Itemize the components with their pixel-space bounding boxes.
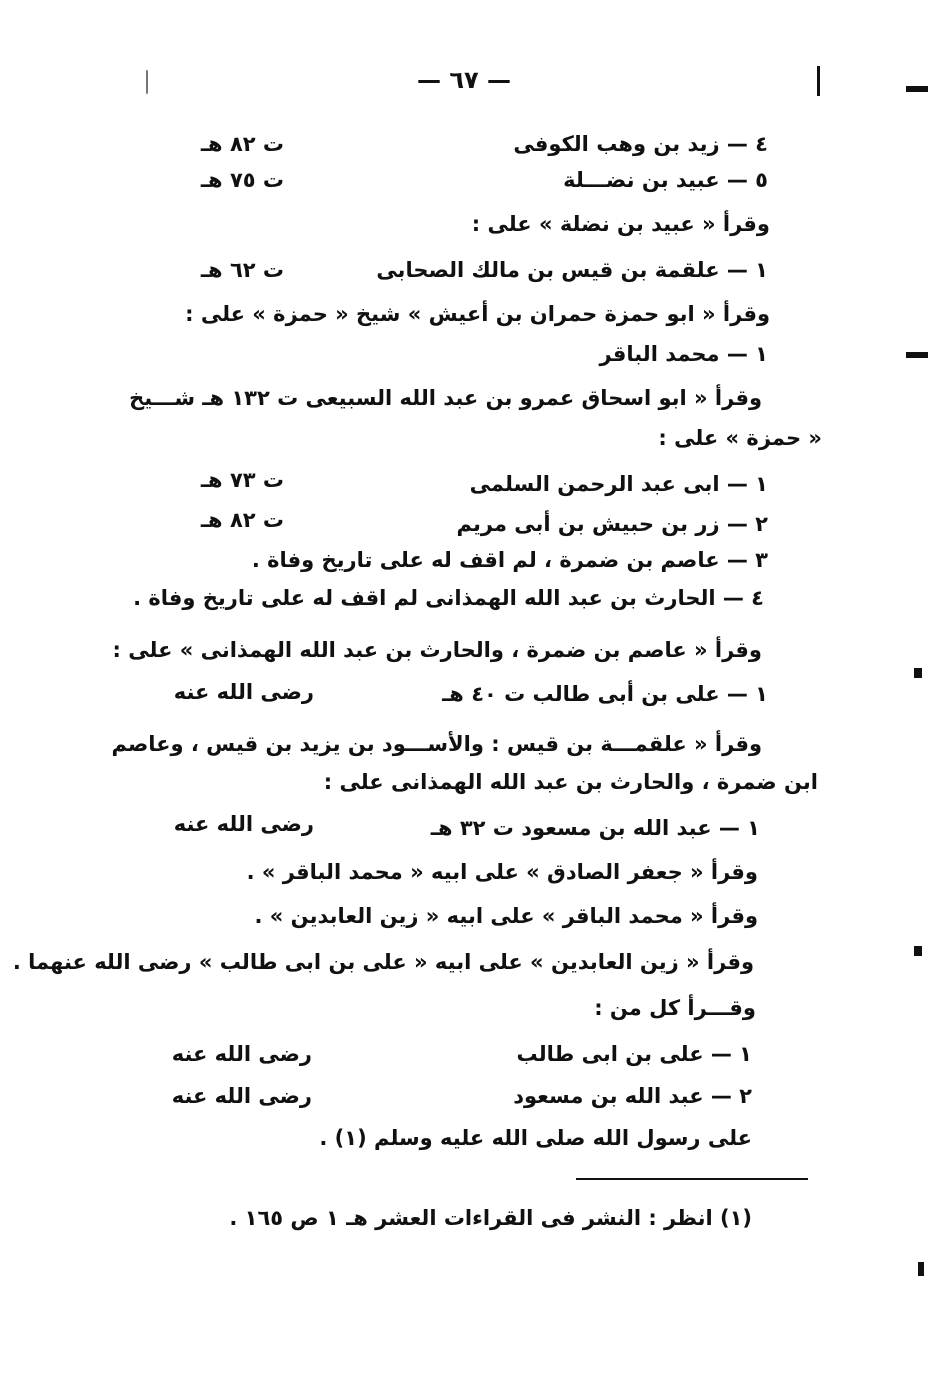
text-line: وقرأ « محمد الباقر » على ابيه « زين العابدين » . <box>254 904 758 928</box>
scan-mark <box>817 66 820 96</box>
text-line: ٢ — عبد الله بن مسعود <box>513 1084 752 1108</box>
death-date: ت ٧٣ هـ <box>200 468 284 492</box>
scan-mark <box>914 668 922 678</box>
text-line: ١ — على بن ابى طالب <box>516 1042 752 1066</box>
text-line: وقرأ « ابو حمزة حمران بن أعيش » شيخ « حمزة » على : <box>185 302 770 326</box>
footnote: (١) انظر : النشر فى القراءات العشر هـ ١ ص ١٦٥ . <box>229 1206 752 1230</box>
death-date: ت ٨٢ هـ <box>200 132 284 156</box>
text-line: وقرأ « عبيد بن نضلة » على : <box>471 212 770 236</box>
honorific: رضى الله عنه <box>173 680 314 704</box>
text-line: ٣ — عاصم بن ضمرة ، لم اقف له على تاريخ وفاة . <box>251 548 768 572</box>
text-line: وقرأ « ابو اسحاق عمرو بن عبد الله السبيعى ت ١٣٢ هـ شـــيخ <box>129 386 762 410</box>
text-line: ٤ — الحارث بن عبد الله الهمذانى لم اقف له على تاريخ وفاة . <box>133 586 764 610</box>
honorific: رضى الله عنه <box>171 1084 312 1108</box>
death-date: ت ٨٢ هـ <box>200 508 284 532</box>
text-line: ١ — علقمة بن قيس بن مالك الصحابى <box>376 258 768 282</box>
text-line: وقرأ « جعفر الصادق » على ابيه « محمد الباقر » . <box>246 860 758 884</box>
death-date: ت ٦٢ هـ <box>200 258 284 282</box>
text-line: ١ — على بن أبى طالب ت ٤٠ هـ <box>442 682 768 706</box>
honorific: رضى الله عنه <box>173 812 314 836</box>
text-line: على رسول الله صلى الله عليه وسلم (١) . <box>319 1126 752 1150</box>
honorific: رضى الله عنه <box>171 1042 312 1066</box>
text-line: وقرأ « عاصم بن ضمرة ، والحارث بن عبد الله الهمذانى » على : <box>112 638 762 662</box>
text-line: « حمزة » على : <box>658 426 822 450</box>
scan-speck <box>146 70 148 94</box>
page-number: — ٦٧ — <box>416 66 511 94</box>
text-line: ١ — محمد الباقر <box>599 342 768 366</box>
text-line: ١ — ابى عبد الرحمن السلمى <box>469 472 768 496</box>
text-line: ٢ — زر بن حبيش بن أبى مريم <box>456 512 768 536</box>
text-line: ابن ضمرة ، والحارث بن عبد الله الهمذانى على : <box>323 770 818 794</box>
footnote-separator <box>576 1178 808 1180</box>
death-date: ت ٧٥ هـ <box>200 168 284 192</box>
scan-mark <box>906 352 928 358</box>
text-line: ٥ — عبيد بن نضـــلة <box>563 168 768 192</box>
scan-mark <box>914 946 922 956</box>
text-line: وقرأ « علقمـــة بن قيس : والأســـود بن يزيد بن قيس ، وعاصم <box>111 732 762 756</box>
scan-mark <box>918 1262 924 1276</box>
text-line: ١ — عبد الله بن مسعود ت ٣٢ هـ <box>430 816 760 840</box>
text-line: وقرأ « زين العابدين » على ابيه « على بن ابى طالب » رضى الله عنهما . <box>12 950 754 974</box>
text-line: ٤ — زيد بن وهب الكوفى <box>513 132 768 156</box>
scan-mark <box>906 86 928 92</box>
text-line: وقـــرأ كل من : <box>594 996 756 1020</box>
